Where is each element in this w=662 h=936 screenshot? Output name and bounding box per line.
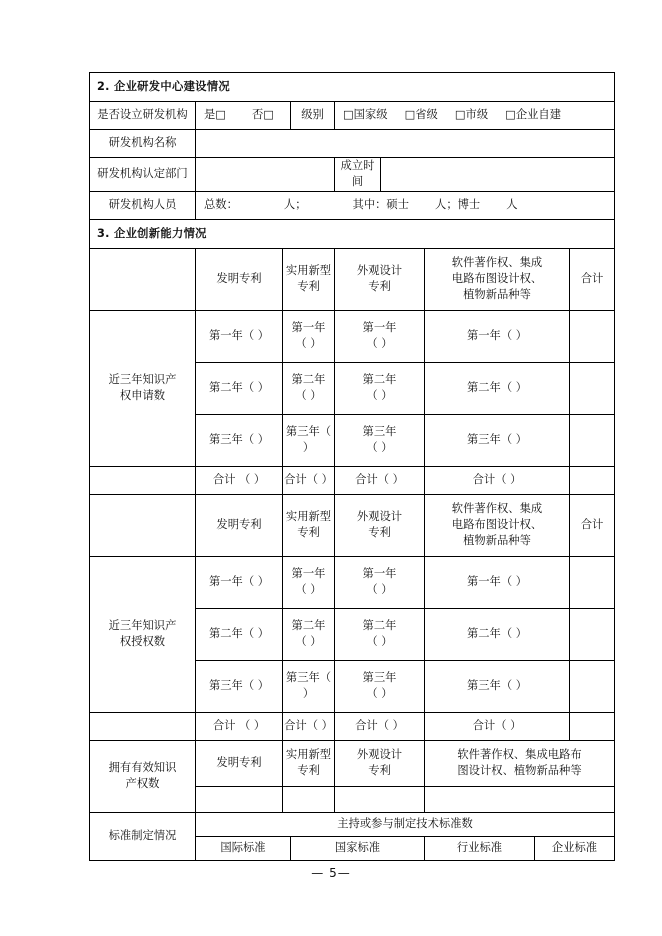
label-recent-three-year-grants [90,556,196,712]
standards-title: 主持或参与制定技术标准数 [196,812,615,836]
standards-title-row [90,812,615,836]
field-applications-y3-design[interactable] [335,414,425,466]
field-line2: （ ） [295,389,322,403]
field-line1: 第二年 [291,372,326,386]
checkbox-national-level[interactable]: □国家级 [343,108,388,122]
header-owned-utility-model-patent [283,740,335,786]
header-software-line2: 电路布图设计权、 [451,272,543,286]
field-line1: 第二年 [362,618,397,632]
field-line1: 第一年 [291,566,326,580]
header-owned-invention-patent: 发明专利 [196,740,283,786]
section3-heading: 3. 企业创新能力情况 [90,219,615,248]
field-grants-y2-utility[interactable] [283,608,335,660]
total-applications-sum[interactable] [570,466,615,494]
field-owned-design[interactable] [335,786,425,812]
label-among-master: 其中：硕士 [352,198,410,212]
field-line1: 第一年 [362,566,397,580]
header-owned-software-copyright [425,740,615,786]
field-line1: 第三年 [362,670,397,684]
field-applications-y3-total[interactable] [570,414,615,466]
field-grants-y3-software[interactable]: 第三年（ ） [425,660,570,712]
label-org-name: 研发机构名称 [90,130,196,158]
header-software-line1: 软件著作权、集成 [451,255,543,269]
field-grants-y3-design[interactable] [335,660,425,712]
checkbox-provincial-level[interactable]: □省级 [404,108,438,122]
form-container [89,72,614,861]
applications-corner-cell [90,248,196,310]
field-grants-y2-total[interactable] [570,608,615,660]
page-number-footer: — 5— [311,866,351,880]
unit-person-total: 人； [283,198,307,212]
field-applications-y1-utility[interactable] [283,310,335,362]
header-design-line1: 外观设计 [356,747,403,761]
field-line2: （ ） [366,441,393,455]
field-applications-y2-utility[interactable] [283,362,335,414]
field-line2: （ ） [295,337,322,351]
section2-heading: 2. 企业研发中心建设情况 [90,73,615,102]
unit-person-master: 人；博士 [435,198,481,212]
field-grants-y1-invention[interactable]: 第一年（ ） [196,556,283,608]
label-standards-setting: 标准制定情况 [90,812,196,860]
applications-year1-row [90,310,615,362]
input-found-time[interactable] [381,158,615,192]
grants-corner-cell [90,494,196,556]
header-software-line2: 图设计权、植物新品种等 [457,764,582,778]
label-grants-line2: 权授权数 [119,635,166,649]
field-applications-y2-total[interactable] [570,362,615,414]
label-owned-valid-ip [90,740,196,812]
field-grants-y2-invention[interactable]: 第二年（ ） [196,608,283,660]
total-applications-utility[interactable]: 合计（ ） [283,466,335,494]
field-grants-y3-utility[interactable]: 第三年（ ） [283,660,335,712]
header-software-line3: 植物新品种等 [463,534,531,548]
total-grants-sum[interactable] [570,712,615,740]
label-staff-total: 总数： [204,198,238,212]
field-owned-utility[interactable] [283,786,335,812]
header-grants-utility-model-patent [283,494,335,556]
header-design-line1: 外观设计 [356,263,403,277]
input-org-dept[interactable] [196,158,335,192]
header-utility-line1: 实用新型 [285,747,332,761]
field-applications-y2-software[interactable]: 第二年（ ） [425,362,570,414]
field-owned-invention[interactable] [196,786,283,812]
header-utility-line2: 专利 [297,764,320,778]
field-grants-y3-invention[interactable]: 第三年（ ） [196,660,283,712]
row-org-staff [90,191,615,219]
field-line2: （ ） [366,635,393,649]
field-line1: 第二年 [362,372,397,386]
header-utility-line2: 专利 [297,280,320,294]
field-applications-y2-invention[interactable]: 第二年（ ） [196,362,283,414]
header-utility-line1: 实用新型 [285,263,332,277]
header-grants-design-patent [335,494,425,556]
label-has-rd-org: 是否设立研发机构 [90,102,196,130]
label-org-staff: 研发机构人员 [90,191,196,219]
yes-no-options [196,107,290,123]
header-utility-model-patent [283,248,335,310]
applications-total-corner [90,466,196,494]
cell-level-options[interactable] [335,102,615,130]
header-grants-invention-patent: 发明专利 [196,494,283,556]
cell-yes-no-options[interactable] [196,102,291,130]
applications-header-row [90,248,615,310]
total-grants-utility[interactable]: 合计（ ） [283,712,335,740]
header-grants-total: 合计 [570,494,615,556]
label-owned-line2: 产权数 [125,777,160,791]
header-utility-line2: 专利 [297,526,320,540]
field-line2: （ ） [366,389,393,403]
section2-heading-row [90,73,615,102]
field-grants-y2-software[interactable]: 第二年（ ） [425,608,570,660]
total-applications-design[interactable]: 合计（ ） [335,466,425,494]
field-line2: （ ） [366,337,393,351]
header-total: 合计 [570,248,615,310]
row-org-name [90,130,615,158]
checkbox-self-built-level[interactable]: □企业自建 [505,108,562,122]
header-software-line1: 软件著作权、集成电路布 [457,747,582,761]
staff-fields [196,197,614,213]
grants-total-row [90,712,615,740]
total-grants-software[interactable]: 合计（ ） [425,712,570,740]
total-grants-design[interactable]: 合计（ ） [335,712,425,740]
checkbox-no[interactable]: 否□ [251,108,274,122]
field-line1: 第二年 [291,618,326,632]
field-applications-y1-total[interactable] [570,310,615,362]
grants-total-corner [90,712,196,740]
label-grants-line1: 近三年知识产 [108,618,177,632]
header-software-copyright [425,248,570,310]
field-applications-y1-software[interactable]: 第一年（ ） [425,310,570,362]
field-line1: 第一年 [362,320,397,334]
header-owned-design-patent [335,740,425,786]
label-level: 级别 [291,102,335,130]
row-has-rd-org [90,102,615,130]
field-line2: （ ） [366,583,393,597]
field-applications-y1-design[interactable] [335,310,425,362]
header-software-line2: 电路布图设计权、 [451,518,543,532]
applications-total-row [90,466,615,494]
field-applications-y3-software[interactable]: 第三年（ ） [425,414,570,466]
field-line2: （ ） [366,687,393,701]
header-design-patent [335,248,425,310]
standards-column-international: 国际标准 [196,836,291,860]
header-software-line1: 软件著作权、集成 [451,501,543,515]
label-recent-three-year-applications [90,310,196,466]
header-design-line2: 专利 [368,280,391,294]
field-grants-y1-utility[interactable] [283,556,335,608]
label-owned-line1: 拥有有效知识 [108,760,177,774]
section3-heading-row [90,219,615,248]
label-applications-line1: 近三年知识产 [108,372,177,386]
level-options [335,107,614,123]
standards-column-industry: 行业标准 [425,836,535,860]
field-grants-y1-design[interactable] [335,556,425,608]
grants-year1-row [90,556,615,608]
field-grants-y1-software[interactable]: 第一年（ ） [425,556,570,608]
field-grants-y3-total[interactable] [570,660,615,712]
field-applications-y1-invention[interactable]: 第一年（ ） [196,310,283,362]
field-line1: 第一年 [291,320,326,334]
field-grants-y1-total[interactable] [570,556,615,608]
cell-org-staff-fields[interactable] [196,191,615,219]
standards-column-national: 国家标准 [291,836,425,860]
label-applications-line2: 权申请数 [119,389,166,403]
owned-ip-header-row [90,740,615,786]
field-line1: 第三年 [362,424,397,438]
total-applications-invention[interactable]: 合计 （ ） [196,466,283,494]
field-applications-y3-utility[interactable]: 第三年（ ） [283,414,335,466]
total-grants-invention[interactable]: 合计 （ ） [196,712,283,740]
field-owned-software[interactable] [425,786,615,812]
header-design-line2: 专利 [368,526,391,540]
checkbox-municipal-level[interactable]: □市级 [454,108,489,122]
field-line2: （ ） [295,635,322,649]
field-line2: （ ） [295,583,322,597]
grants-header-row [90,494,615,556]
checkbox-yes[interactable]: 是□ [204,108,226,122]
unit-person-doctor: 人 [506,198,518,212]
input-org-name[interactable] [196,130,615,158]
label-org-dept: 研发机构认定部门 [90,158,196,192]
field-applications-y2-design[interactable] [335,362,425,414]
header-design-line2: 专利 [368,764,391,778]
header-software-line3: 植物新品种等 [463,288,531,302]
header-utility-line1: 实用新型 [285,509,332,523]
header-design-line1: 外观设计 [356,509,403,523]
header-invention-patent: 发明专利 [196,248,283,310]
header-grants-software-copyright [425,494,570,556]
label-found-time: 成立时间 [335,158,381,192]
enterprise-form-table [89,72,615,861]
field-grants-y2-design[interactable] [335,608,425,660]
field-applications-y3-invention[interactable]: 第三年（ ） [196,414,283,466]
standards-column-enterprise: 企业标准 [535,836,615,860]
row-org-dept [90,158,615,192]
total-applications-software[interactable]: 合计（ ） [425,466,570,494]
